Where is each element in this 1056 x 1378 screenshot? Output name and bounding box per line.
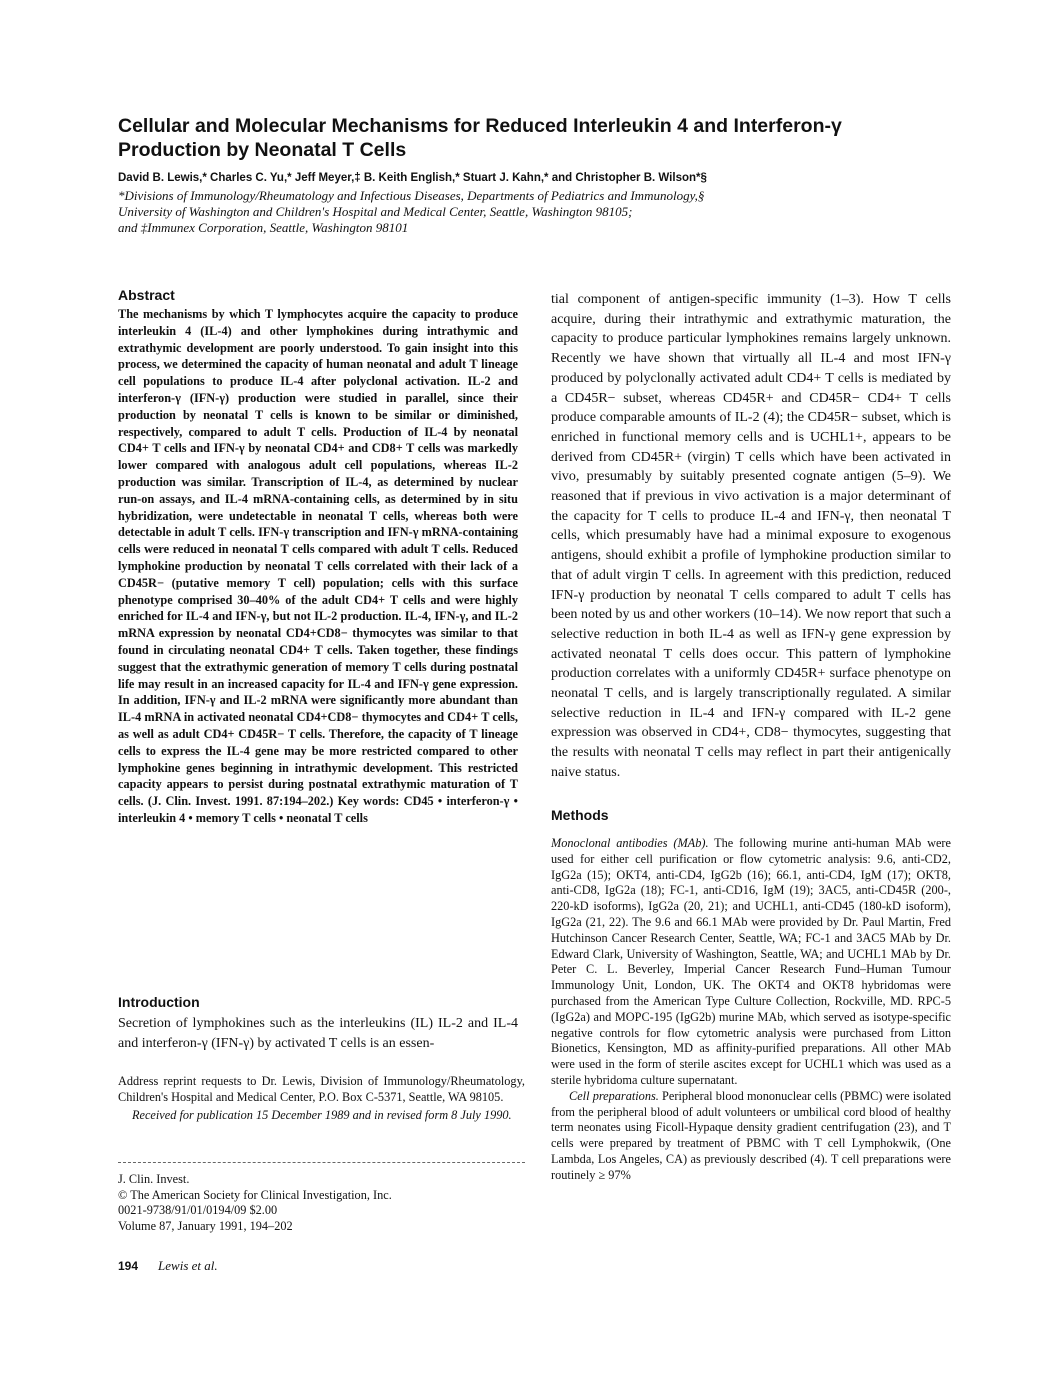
affiliations: [118, 188, 978, 236]
copyright: © The American Society for Clinical Investigation, Inc.: [118, 1187, 392, 1202]
affiliation-line: and ‡Immunex Corporation, Seattle, Washington 98101: [118, 220, 409, 235]
received-date: Received for publication 15 December 1989 and in revised form 8 July 1990.: [132, 1108, 512, 1122]
cell-subheading: Cell preparations.: [569, 1088, 659, 1103]
article-title: Cellular and Molecular Mechanisms for Reduced Interleukin 4 and Interferon-γ Production by Neonatal T Cells: [118, 115, 842, 161]
methods-body: [551, 836, 951, 1184]
reprint-request: Address reprint requests to Dr. Lewis, Division of Immunology/Rheumatology, Children's Hospital and Medical Center, P.O. Box C-5371, Seattle, WA 98105.: [118, 1074, 525, 1104]
author-list: David B. Lewis,* Charles C. Yu,* Jeff Meyer,‡ B. Keith English,* Stuart J. Kahn,* and Christopher B. Wilson*§: [118, 172, 707, 184]
journal-info: [118, 1172, 525, 1234]
page-number: 194: [118, 1259, 139, 1273]
methods-paragraph-cells: [551, 1089, 951, 1184]
abstract-heading: Abstract: [118, 287, 175, 303]
journal-name: J. Clin. Invest.: [118, 1172, 190, 1186]
introduction-text-right: tial component of antigen-specific immunity (1–3). How T cells acquire, during their intrathymic and extrathymic maturation, the capacity to produce particular lymphokines remains largely unknown. Recently we have shown that virtually all IL-4 and most IFN-γ produced by polyclonally activated adult CD4+ T cells is mediated by a CD45R− subset, whereas CD45R+ and CD45R− CD4+ T cells produce comparable amounts of IL-2 (4); the CD45R− subset, which is enriched in functional memory cells and is UCHL1+, appears to be derived from CD45R+ (virgin) T cells which have been activated in vivo, presumably by suitably presented cognate antigen (5–9). We reasoned that if previous in vivo activation is a major determinant of the capacity for T cells to produce IL-4 and IFN-γ, then neonatal T cells, which presumably have had a minimal exposure to exogenous antigens, should exhibit a profile of lymphokine production similar to that of adult virgin T cells. In agreement with this prediction, reduced IFN-γ production by neonatal T cells compared to adult T cells has been noted by us and other workers (10–14). We now report that such a selective reduction in both IL-4 as well as IFN-γ gene expression by activated neonatal T cells does occur. This pattern of lymphokine production correlates with a uniformly CD45R+ surface phenotype on neonatal T cells, and is largely transcriptionally regulated. A similar selective reduction in IL-4 and IFN-γ compared with IL-2 gene expression was observed in CD4+, CD8− thymocytes, suggesting that the results with neonatal T cells may reflect in part their antigenically naive status.: [551, 292, 951, 780]
footnote-divider: [118, 1162, 525, 1163]
affiliation-line: *Divisions of Immunology/Rheumatology and Infectious Diseases, Departments of Pediatrics and Immunology,§: [118, 188, 705, 203]
volume-info: Volume 87, January 1991, 194–202: [118, 1218, 293, 1233]
introduction-text-left: Secretion of lymphokines such as the interleukins (IL) IL-2 and IL-4 and interferon-γ (IFN-γ) by activated T cells is an essen-: [118, 1016, 518, 1051]
issn-price: 0021-9738/91/01/0194/09 $2.00: [118, 1203, 278, 1217]
cell-text: Peripheral blood mononuclear cells (PBMC) were isolated from the peripheral blood of adult volunteers or umbilical cord blood of healthy term neonates using Ficoll-Hypaque density gradient centrifugation (23), and T cells were prepared by treatment of PBMC with T cell Lymphokwik, (One Lambda, Los Angeles, CA) as previously described (4). T cell preparations were routinely ≥ 97%: [551, 1088, 952, 1182]
mab-text: The following murine anti-human MAb were used for either cell purification or flow cytometric analysis: 9.6, anti-CD2, IgG2a (15); OKT4, anti-CD4, IgG2b (16); 66.1, anti-CD4, IgM (17); OKT8, anti-CD8, IgG2a (18); FC-1, anti-CD16, IgM (19); 3AC5, anti-CD45R (200-, 220-kD isoforms), IgG2a (20, 21); and UCHL1, anti-CD45 (180-kD isoform), IgG2a (21, 22). The 9.6 and 66.1 MAb were provided by Dr. Paul Martin, Fred Hutchinson Cancer Research Center, Seattle, WA; FC-1 and 3AC5 MAb by Dr. Edward Clark, University of Washington, Seattle, WA; and UCHL1 MAb by Dr. Peter C. L. Beverley, Imperial Cancer Research Fund–Human Tumour Immunology Unit, London, UK. The OKT4 and OKT8 hybridomas were purchased from the American Type Culture Collection, Rockville, MD. RPC-5 (IgG2a) and MOPC-195 (IgG2b) murine MAb, which served as isotype-specific negative controls for flow cytometric analysis were purchased from Litton Bionetics, Kensington, MD as affinity-purified preparations. All other MAb were used in the form of sterile ascites except for UCHL1 which was used as a sterile hybridoma culture supernatant.: [551, 836, 951, 1087]
running-authors: Lewis et al.: [158, 1258, 218, 1273]
abstract-text: The mechanisms by which T lymphocytes acquire the capacity to produce interleukin 4 (IL-4) and other lymphokines during intrathymic and extrathymic development are poorly understood. To gain insight into this process, we determined the capacity of human neonatal and adult T lineage cell populations to produce IL-4 after polyclonal activation. IL-2 and interferon-γ (IFN-γ) production were studied in parallel, since their production by neonatal T cells is known to be similar or diminished, respectively, compared to adult T cells. Production of IL-4 by neonatal CD4+ T cells and IFN-γ by neonatal CD4+ and CD8+ T cells was markedly lower compared with analogous adult cell populations, whereas IL-2 production was similar. Transcription of IL-4, as determined by nuclear run-on assays, and IL-4 mRNA-containing cells, as determined by in situ hybridization, were undetectable in neonatal T cells, whereas both were detectable in adult T cells. IFN-γ transcription and IFN-γ mRNA-containing cells were reduced in neonatal T cells compared with adult T cells. Reduced lymphokine production by neonatal T cells correlated with their lack of a CD45R− (putative memory T cell) population; cells with this surface phenotype comprised 30–40% of the adult CD4+ T cells and were highly enriched for IL-4 and IFN-γ, but not IL-2 production. IL-4, IFN-γ, and IL-2 mRNA expression by neonatal CD4+CD8− thymocytes was similar to that found in circulating neonatal CD4+ T cells. Taken together, these findings suggest that the extrathymic generation of memory T cells during postnatal life may result in an increased capacity for IL-4 and IFN-γ gene expression. In addition, IFN-γ and IL-2 mRNA were significantly more abundant than IL-4 mRNA in activated neonatal CD4+CD8− thymocytes and CD4+ T cells, as well as adult CD4+ CD45R− T cells. Therefore, the capacity of T lineage cells to express the IL-4 gene may be more restricted compared to other lymphokine genes beginning in intrathymic development. This restricted capacity appears to persist during postnatal extrathymic maturation of T cells. (J. Clin. Invest. 1991. 87:194–202.) Key words: CD45 • interferon-γ • interleukin 4 • memory T cells • neonatal T cells: [118, 307, 518, 825]
methods-heading: Methods: [551, 807, 609, 823]
introduction-heading: Introduction: [118, 994, 200, 1010]
mab-subheading: Monoclonal antibodies (MAb).: [551, 836, 709, 850]
page-footer: [118, 1258, 218, 1274]
affiliation-line: University of Washington and Children's Hospital and Medical Center, Seattle, Washington 98105;: [118, 204, 633, 219]
correspondence-footnote: [118, 1074, 525, 1124]
methods-paragraph-mab: [551, 836, 951, 1089]
